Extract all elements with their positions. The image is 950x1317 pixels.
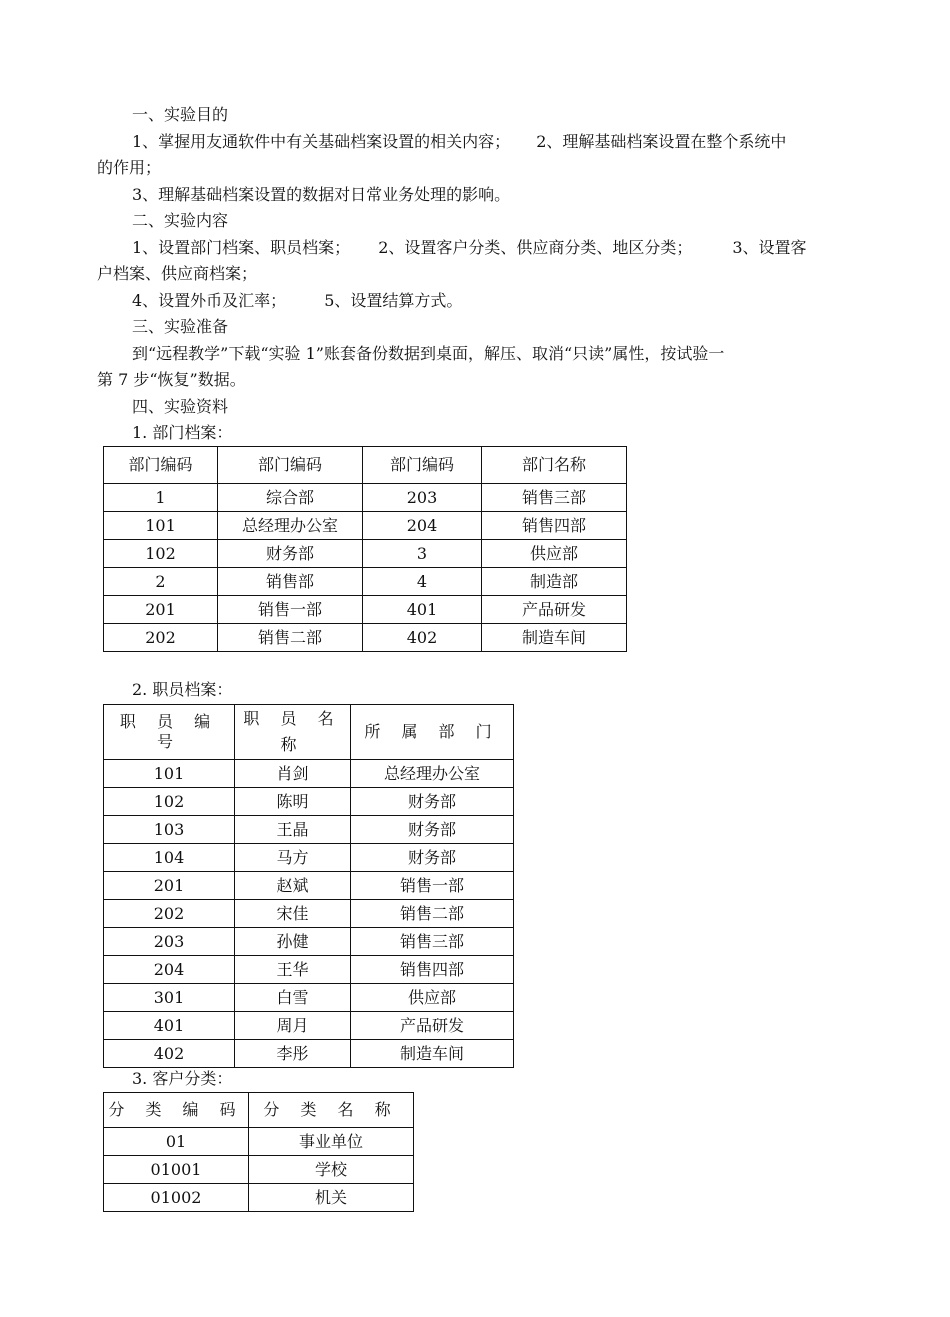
dept-table [103, 446, 627, 652]
table-header-row [104, 447, 627, 484]
cell: 陈明 [235, 788, 351, 816]
cell: 财务部 [218, 540, 363, 568]
header-cell: 职 员 名 称 [235, 705, 351, 760]
content-4: 4、设置外币及汇率； [132, 291, 287, 310]
cell: 201 [104, 596, 218, 624]
cell: 401 [363, 596, 482, 624]
cell: 马方 [235, 844, 351, 872]
header-cell: 部门编码 [104, 447, 218, 484]
header-cell: 部门编码 [363, 447, 482, 484]
table-row [104, 1040, 514, 1068]
heading-text: 四、实验资料 [132, 397, 229, 416]
table-row [104, 512, 627, 540]
table-row [104, 900, 514, 928]
table-row [104, 540, 627, 568]
caption-text: 1. 部门档案： [132, 423, 233, 442]
section-2-line-2 [97, 261, 857, 287]
cell: 学校 [249, 1156, 414, 1184]
cell: 销售三部 [482, 484, 627, 512]
cell: 制造车间 [482, 624, 627, 652]
cell: 102 [104, 788, 235, 816]
header-cell: 分 类 编 码 [104, 1093, 249, 1128]
cell: 供应部 [351, 984, 514, 1012]
header-cell: 所 属 部 门 [351, 705, 514, 760]
cell: 3 [363, 540, 482, 568]
cell: 事业单位 [249, 1128, 414, 1156]
cell: 肖剑 [235, 760, 351, 788]
header-cell: 部门名称 [482, 447, 627, 484]
objective-2-end: 的作用； [97, 158, 162, 177]
cell: 101 [104, 760, 235, 788]
cell: 销售部 [218, 568, 363, 596]
cell: 王华 [235, 956, 351, 984]
cell: 301 [104, 984, 235, 1012]
heading-text: 一、实验目的 [132, 105, 229, 124]
cell: 203 [363, 484, 482, 512]
table-row [104, 816, 514, 844]
cell: 孙健 [235, 928, 351, 956]
content-5: 5、设置结算方式。 [324, 291, 463, 310]
cell: 李彤 [235, 1040, 351, 1068]
cell: 销售一部 [218, 596, 363, 624]
cell: 产品研发 [351, 1012, 514, 1040]
cell: 203 [104, 928, 235, 956]
table-row [104, 760, 514, 788]
cell: 102 [104, 540, 218, 568]
heading-text: 二、实验内容 [132, 211, 229, 230]
cell: 204 [363, 512, 482, 540]
objective-1: 1、掌握用友通软件中有关基础档案设置的相关内容； [132, 132, 511, 151]
table-row [104, 568, 627, 596]
cell: 财务部 [351, 816, 514, 844]
cell: 202 [104, 900, 235, 928]
table-row [104, 788, 514, 816]
section-3-line-2 [97, 367, 857, 393]
cell: 104 [104, 844, 235, 872]
cust-table [103, 1092, 414, 1212]
cell: 周月 [235, 1012, 351, 1040]
section-1-heading [97, 102, 857, 128]
cell: 王晶 [235, 816, 351, 844]
table-header-row [104, 705, 514, 760]
cell: 01 [104, 1128, 249, 1156]
table-row [104, 928, 514, 956]
cell: 402 [363, 624, 482, 652]
cell: 201 [104, 872, 235, 900]
table-row [104, 484, 627, 512]
cell: 制造车间 [351, 1040, 514, 1068]
content-3-start: 3、设置客 [732, 238, 807, 257]
content-2: 2、设置客户分类、供应商分类、地区分类； [378, 238, 693, 257]
table-row [104, 984, 514, 1012]
cust-caption [97, 1066, 857, 1092]
cell: 制造部 [482, 568, 627, 596]
table-header-row [104, 1093, 414, 1128]
cell: 402 [104, 1040, 235, 1068]
cell: 综合部 [218, 484, 363, 512]
table-row [104, 1184, 414, 1212]
section-2-line-1 [97, 235, 857, 261]
cell: 销售一部 [351, 872, 514, 900]
section-1-line-1 [97, 129, 857, 155]
objective-3: 3、理解基础档案设置的数据对日常业务处理的影响。 [132, 185, 511, 204]
header-cell: 职 员 编 号 [104, 705, 235, 760]
table-row [104, 844, 514, 872]
cell: 1 [104, 484, 218, 512]
table-row [104, 596, 627, 624]
content-3-end: 户档案、供应商档案； [97, 264, 258, 283]
header-cell: 分 类 名 称 [249, 1093, 414, 1128]
cell: 销售二部 [351, 900, 514, 928]
section-1-line-3 [97, 182, 857, 208]
cell: 2 [104, 568, 218, 596]
table-row [104, 624, 627, 652]
cell: 赵斌 [235, 872, 351, 900]
cell: 机关 [249, 1184, 414, 1212]
section-1-line-2 [97, 155, 857, 181]
cell: 销售四部 [351, 956, 514, 984]
section-2-line-3 [97, 288, 857, 314]
cell: 财务部 [351, 844, 514, 872]
cell: 202 [104, 624, 218, 652]
section-2-heading [97, 208, 857, 234]
prep-text-end: 第 7 步“恢复”数据。 [97, 370, 246, 389]
cell: 供应部 [482, 540, 627, 568]
cell: 总经理办公室 [218, 512, 363, 540]
section-4-heading [97, 394, 857, 420]
cell: 103 [104, 816, 235, 844]
table-row [104, 1128, 414, 1156]
caption-text: 3. 客户分类： [132, 1069, 233, 1088]
cell: 01001 [104, 1156, 249, 1184]
cell: 产品研发 [482, 596, 627, 624]
header-cell: 部门编码 [218, 447, 363, 484]
cell: 204 [104, 956, 235, 984]
cell: 4 [363, 568, 482, 596]
staff-caption [97, 677, 857, 703]
cell: 总经理办公室 [351, 760, 514, 788]
table-row [104, 872, 514, 900]
cell: 101 [104, 512, 218, 540]
table-row [104, 956, 514, 984]
prep-text-start: 到“远程教学”下载“实验 1”账套备份数据到桌面，解压、取消“只读”属性，按试验一 [132, 344, 725, 363]
table-row [104, 1012, 514, 1040]
table-row [104, 1156, 414, 1184]
heading-text: 三、实验准备 [132, 317, 229, 336]
cell: 宋佳 [235, 900, 351, 928]
cell: 销售二部 [218, 624, 363, 652]
objective-2-start: 2、理解基础档案设置在整个系统中 [536, 132, 787, 151]
dept-caption [97, 420, 857, 446]
staff-table [103, 704, 514, 1068]
cell: 财务部 [351, 788, 514, 816]
cell: 401 [104, 1012, 235, 1040]
cell: 销售三部 [351, 928, 514, 956]
section-3-heading [97, 314, 857, 340]
section-3-line-1 [97, 341, 857, 367]
cell: 销售四部 [482, 512, 627, 540]
caption-text: 2. 职员档案： [132, 680, 233, 699]
content-1: 1、设置部门档案、职员档案； [132, 238, 351, 257]
cell: 01002 [104, 1184, 249, 1212]
cell: 白雪 [235, 984, 351, 1012]
